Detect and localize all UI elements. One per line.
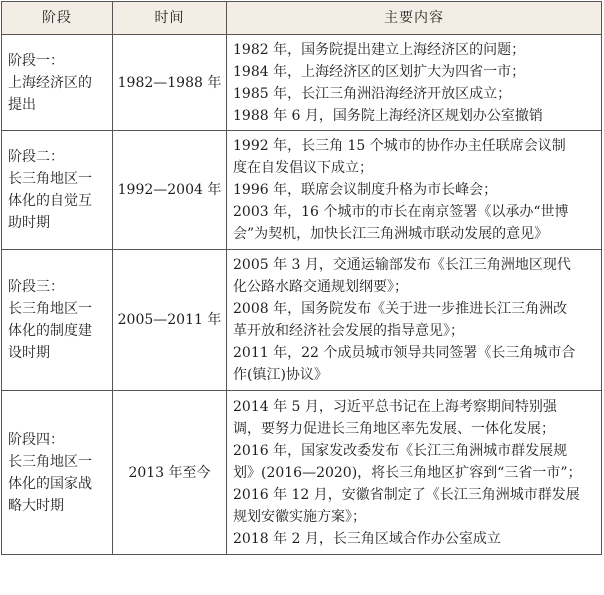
content-line: 1985 年，长江三角洲沿海经济开放区成立； [233,85,512,102]
stage-line: 长三角地区一 [8,453,92,470]
content-cell [227,250,602,391]
stage-line: 阶段一： [8,52,64,69]
stage-cell [2,250,113,391]
stage-line: 阶段二： [8,149,64,165]
stage-line: 长三角地区一 [8,171,92,187]
content-line: 调，要努力促进长三角地区率先发展、一体化发展； [233,420,555,437]
content-line: 作(镇江)协议》 [233,367,328,383]
content-line: 2016 年，国家发改委发布《长江三角洲城市群发展规 [233,442,568,459]
content-line: 2003 年，16 个城市的市长在南京签署《以承办“世博 [233,204,569,220]
stage-line: 阶段四： [8,431,64,448]
content-line: 1982 年，国务院提出建立上海经济区的问题； [233,41,526,58]
content-line: 2016 年 12 月，安徽省制定了《长江三角洲城市群发展 [233,486,580,503]
content-line: 2011 年，22 个成员城市领导共同签署《长三角城市合 [233,345,576,361]
time-cell: 2013 年至今 [113,391,227,555]
header-stage: 阶段 [2,2,113,35]
content-line: 度在自发倡议下成立； [233,160,373,176]
content-line: 2014 年 5 月，习近平总书记在上海考察期间特别强 [233,398,557,415]
stage-line: 阶段三： [8,279,64,295]
content-line: 革开放和经济社会发展的指导意见》； [233,323,464,339]
content-cell [227,131,602,250]
stage-line: 体化的自觉互 [8,193,92,209]
document-page [1,1,601,555]
stage-line: 上海经济区的 [8,74,92,91]
content-cell [227,35,602,131]
content-line: 1992 年，长三角 15 个城市的协作办主任联席会议制 [233,138,566,154]
content-line: 规划安徽实施方案》； [233,508,366,525]
content-line: 2008 年，国务院发布《关于进一步推进长江三角洲改 [233,301,568,317]
content-line: 2018 年 2 月，长三角区域合作办公室成立 [233,530,501,547]
content-line: 1996 年，联席会议制度升格为市长峰会； [233,182,498,198]
table-row [2,131,602,250]
header-content: 主要内容 [227,2,602,35]
stage-cell [2,131,113,250]
table-header-row [2,2,602,35]
content-line: 1984 年，上海经济区的区划扩大为四省一市； [233,63,526,80]
stage-line: 助时期 [8,215,50,231]
time-cell: 2005—2011 年 [113,250,227,391]
content-line: 划》(2016—2020)，将长三角地区扩容到“三省一市”； [233,464,582,481]
header-time: 时间 [113,2,227,35]
content-line: 化公路水路交通规划纲要》； [233,279,408,295]
content-line: 会”为契机，加快长江三角洲城市联动发展的意见》 [233,226,549,242]
stage-cell [2,35,113,131]
stage-line: 长三角地区一 [8,301,92,317]
content-cell [227,391,602,555]
time-cell: 1992—2004 年 [113,131,227,250]
content-line: 2005 年 3 月，交通运输部发布《长江三角洲地区现代 [233,257,571,273]
content-line: 1988 年 6 月，国务院上海经济区规划办公室撤销 [233,107,543,124]
time-cell: 1982—1988 年 [113,35,227,131]
table-row [2,35,602,131]
stage-table [1,1,602,555]
table-row [2,250,602,391]
stage-cell [2,391,113,555]
table-row [2,391,602,555]
stage-line: 设时期 [8,345,50,361]
stage-line: 体化的国家战 [8,475,92,492]
stage-line: 略大时期 [8,497,64,514]
stage-line: 体化的制度建 [8,323,92,339]
stage-line: 提出 [8,96,36,113]
